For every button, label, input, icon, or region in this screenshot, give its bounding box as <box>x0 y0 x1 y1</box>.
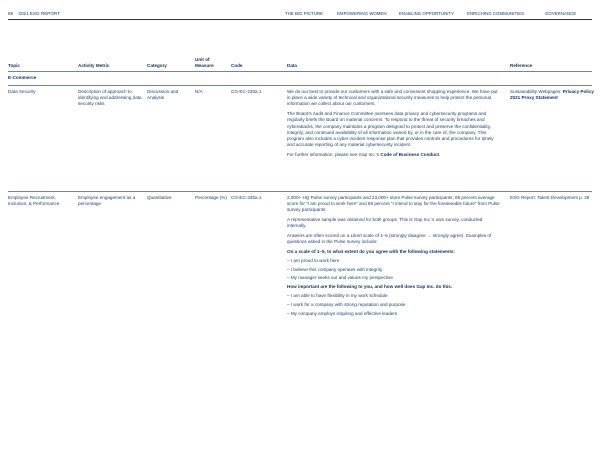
row2-data <box>287 195 501 319</box>
col-header-metric: Activity Metric <box>78 63 110 68</box>
q2-item: – My company employs inspiring and effective leaders <box>287 310 398 316</box>
row2-category: Quantitative <box>147 195 172 200</box>
col-header-topic: Topic <box>8 63 20 68</box>
row2-data-p2: A representative sample was obtained for both groups. This is Gap Inc.’s own survey, conducted internally. <box>287 217 483 229</box>
row1-data-p3 <box>287 152 501 158</box>
q2-heading: How important are the following to you, and how well does Gap Inc. do this. <box>287 284 453 290</box>
header-rule <box>8 19 592 20</box>
row2-unit: Percentage (%) <box>195 195 227 200</box>
nav-enabling-opportunity[interactable]: ENABLING OPPORTUNITY <box>399 11 455 16</box>
row1-data-p3-text: For further information, please see Gap Inc.’s <box>287 151 381 157</box>
row2-data-p3: Answers are often scored on a Likert scale of 1–5 (strongly disagree → strongly agree). Examples of questions asked in the Pulse survey include: <box>287 233 492 245</box>
nav-governance[interactable]: GOVERNANCE <box>545 11 577 16</box>
row1-unit: N/A <box>195 89 203 94</box>
row1-metric: Description of approach to identifying and addressing data security risks <box>78 89 142 107</box>
row2-topic: Employee Recruitment, Inclusion, & Performance <box>8 195 60 207</box>
nav-enriching-communities[interactable]: ENRICHING COMMUNITIES <box>467 11 525 16</box>
q2-item: – I am able to have flexibility in my work schedule <box>287 292 388 298</box>
q1-item: – I believe this company operates with integrity <box>287 266 383 272</box>
row1-ref-text: Sustainability Webpages: <box>510 89 563 94</box>
q1-item: – I am proud to work here <box>287 257 340 263</box>
code-of-business-conduct-link[interactable]: Code of Business Conduct <box>380 151 440 157</box>
row2-data-p1: 2,000+ HQ Pulse survey participants and 23,000+ store Pulse survey participants; 85 percent average score for “I am proud to work here” and 88 percent “I intend to stay for the foreseeable future” from Pulse survey participants. <box>287 195 500 213</box>
section-label: E-Commerce <box>8 75 37 80</box>
col-header-unit-line2: Measure <box>195 62 214 68</box>
report-header <box>8 11 60 16</box>
row1-category: Discussion and Analysis <box>147 89 179 101</box>
q2-item: – I work for a company with strong reputation and purpose <box>287 301 406 307</box>
q1-heading: On a scale of 1–5, to what extent do you agree with the following statements: <box>287 248 455 254</box>
nav-empowering-women[interactable]: EMPOWERING WOMEN <box>337 11 387 16</box>
row2-reference[interactable]: ESG Report: Talent Development p. 29 <box>510 195 590 200</box>
row1-reference <box>510 89 594 101</box>
proxy-statement-link[interactable]: 2021 Proxy Statement <box>510 95 558 101</box>
nav-the-big-picture[interactable]: THE BIG PICTURE <box>285 11 324 16</box>
col-header-code: Code <box>231 63 243 68</box>
header-rule-bottom <box>8 71 592 72</box>
col-header-unit-line1: Unit of <box>195 56 210 62</box>
active-nav-indicator <box>543 19 592 20</box>
row1-data-p2: The Board’s Audit and Finance Committee oversees data privacy and cybersecurity programs and regularly briefs the Board on material concerns. To respond to the threat of security breaches and cyberattacks, the company maintains a program designed to protect and preserve the confidentiality, integrity, and continued availability of all information owned by, or in the care of, the company. This program also includes a cyber incident response plan that provides controls and procedures for timely and accurate reporting of any material cybersecurity incident. <box>287 111 494 148</box>
privacy-policy-link[interactable]: Privacy Policy <box>562 89 594 94</box>
row1-topic: Data Security <box>8 89 36 94</box>
col-header-data: Data <box>287 63 297 68</box>
row1-data-p3-end: . <box>439 151 441 157</box>
col-header-unit <box>195 57 214 69</box>
q1-item: – My manager seeks out and values my perspective <box>287 275 393 281</box>
row1-rule <box>8 191 592 192</box>
row2-metric: Employee engagement as a percentage <box>78 195 136 207</box>
page-number: 89 <box>8 11 14 16</box>
row2-code: CG-EC-330a.1 <box>231 195 262 200</box>
section-rule <box>8 85 592 86</box>
row1-data <box>287 89 501 162</box>
col-header-reference: Reference <box>510 63 533 68</box>
row1-code: CG-EC-230a.1 <box>231 89 262 94</box>
row1-data-p1: We do our best to provide our customers with a safe and convenient shopping experience. We have put in place a wide variety of technical and organizational security measures to help protect the personal information we collect about our customers. <box>287 89 498 107</box>
report-title: 2021 ESG REPORT <box>18 11 60 16</box>
col-header-category: Category <box>147 63 167 68</box>
